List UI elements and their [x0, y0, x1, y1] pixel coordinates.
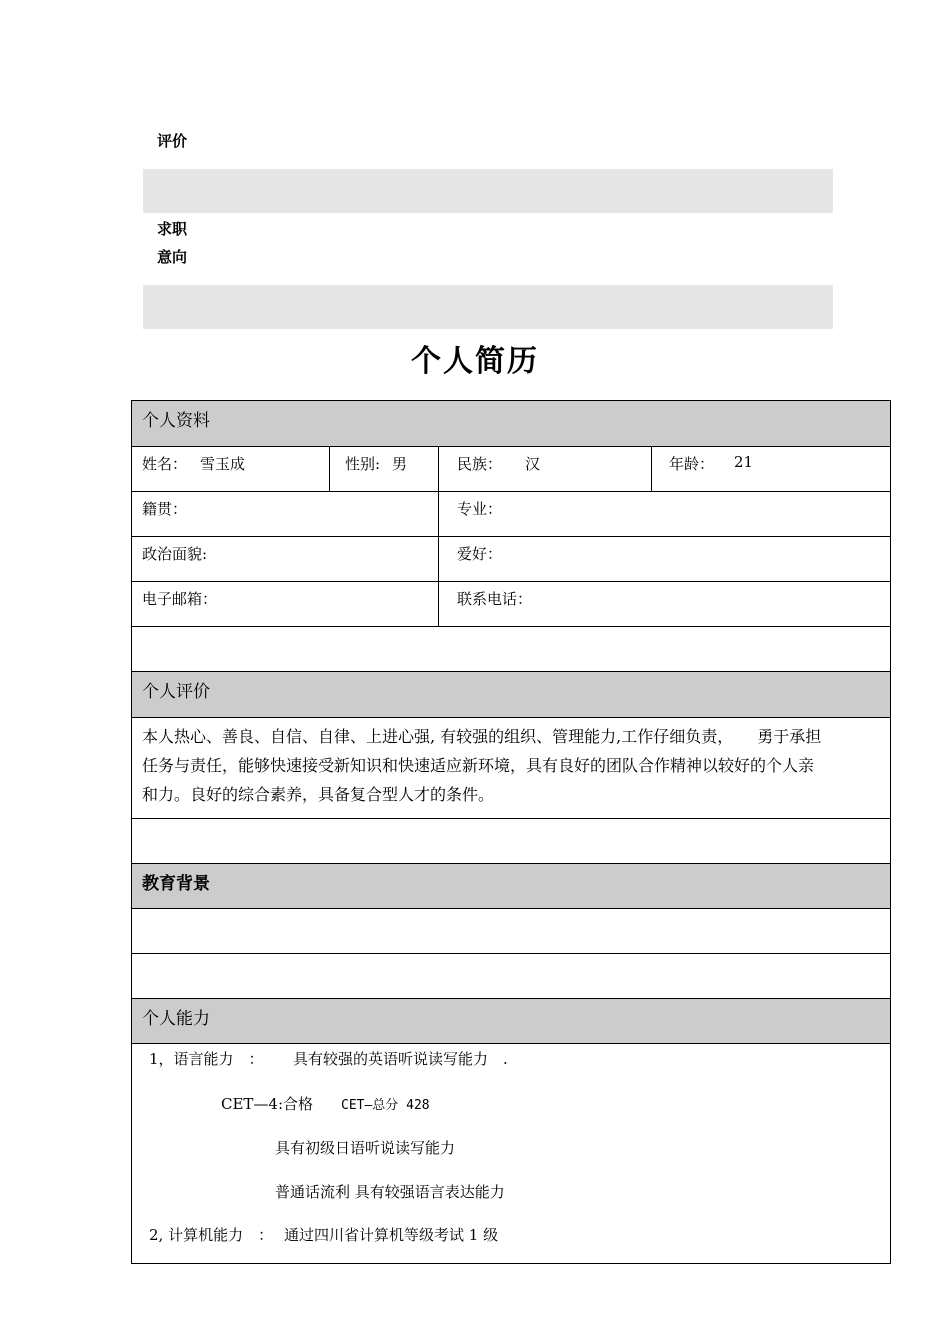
cet4-result: CET—4:合格	[221, 1095, 314, 1113]
evaluation-label: 评价	[157, 132, 188, 150]
mandarin-ability: 普通话流利 具有较强语言表达能力	[275, 1183, 505, 1201]
cell-email	[132, 582, 438, 626]
ability-body	[132, 1044, 890, 1263]
job-intent-label-1: 求职	[157, 220, 188, 238]
native-label: 籍贯：	[142, 500, 188, 518]
cell-age	[651, 447, 890, 491]
resume-table	[131, 400, 891, 1264]
phone-label: 联系电话：	[457, 590, 533, 608]
evaluation-paragraph	[142, 722, 882, 809]
profile-row-native	[132, 492, 890, 537]
gender-value: 男	[392, 455, 408, 473]
section-education-title: 教育背景	[142, 874, 210, 894]
job-intent-band	[143, 285, 833, 329]
section-education	[132, 864, 890, 909]
cell-political	[132, 537, 438, 581]
evaluation-body	[132, 718, 890, 819]
cell-phone	[438, 582, 890, 626]
cet-total-score: CET—总分 428	[341, 1098, 430, 1113]
section-evaluation	[132, 672, 890, 718]
evaluation-line: 和力。良好的综合素养，具备复合型人才的条件。	[142, 785, 495, 804]
page-title: 个人简历	[411, 344, 539, 379]
ethnic-value: 汉	[525, 455, 541, 473]
profile-row-political	[132, 537, 890, 582]
profile-row-basic	[132, 447, 890, 492]
email-label: 电子邮箱：	[142, 590, 218, 608]
japanese-ability: 具有初级日语听说读写能力	[275, 1139, 456, 1157]
job-intent-label-2: 意向	[157, 248, 188, 266]
language-ability-desc: 具有较强的英语听说读写能力 .	[293, 1050, 508, 1068]
hobby-label: 爱好：	[457, 545, 503, 563]
education-row	[132, 909, 890, 954]
age-label: 年龄：	[669, 455, 715, 473]
evaluation-line: 任务与责任，能够快速接受新知识和快速适应新环境，具有良好的团队合作精神以较好的个人亲	[142, 756, 815, 775]
gender-label: 性别:	[345, 455, 381, 473]
cell-name	[132, 447, 329, 491]
ethnic-label: 民族：	[457, 455, 503, 473]
section-profile	[132, 401, 890, 447]
cell-gender	[329, 447, 438, 491]
computer-ability-desc: 通过四川省计算机等级考试 1 级	[284, 1226, 499, 1244]
cell-native	[132, 492, 438, 536]
empty-row	[132, 819, 890, 864]
age-value: 21	[734, 453, 754, 471]
political-label: 政治面貌:	[142, 545, 208, 563]
section-evaluation-title: 个人评价	[142, 682, 210, 702]
section-ability	[132, 999, 890, 1044]
cell-ethnic	[438, 447, 651, 491]
evaluation-line: 本人热心、善良、自信、自律、上进心强, 有较强的组织、管理能力,工作仔细负责， 勇于承担	[142, 727, 822, 746]
computer-ability-label: 2, 计算机能力 ：	[149, 1226, 274, 1244]
education-row	[132, 954, 890, 999]
language-ability-label: 1，语言能力 ：	[149, 1050, 264, 1068]
major-label: 专业：	[457, 500, 503, 518]
cell-major	[438, 492, 890, 536]
evaluation-band	[143, 169, 833, 213]
section-profile-title: 个人资料	[142, 411, 210, 431]
name-value: 雪玉成	[200, 455, 246, 473]
name-label: 姓名：	[142, 455, 188, 473]
profile-row-contact	[132, 582, 890, 627]
section-ability-title: 个人能力	[142, 1009, 210, 1029]
empty-row	[132, 627, 890, 672]
cell-hobby	[438, 537, 890, 581]
